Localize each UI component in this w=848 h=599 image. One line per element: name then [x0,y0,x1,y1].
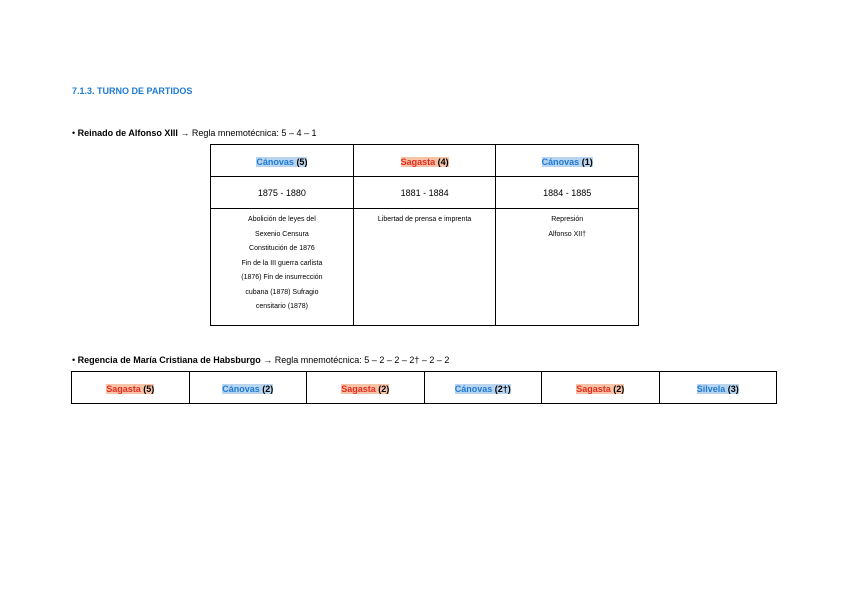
section2-rule: Regla mnemotécnica: 5 – 2 – 2 – 2† – 2 – 2 [274,355,450,365]
table-row [211,177,639,209]
party-label: Sagasta (5) [106,383,155,394]
header-cell [211,145,354,177]
party-cell [424,372,542,404]
table-row [72,372,777,404]
party-label: Sagasta (4) [400,156,449,167]
section1-heading [72,128,316,138]
bullet: • [72,355,76,365]
year-cell: 1875 - 1880 [211,177,354,209]
regencia-table [71,371,777,404]
party-cell [189,372,307,404]
section-title: 7.1.3. TURNO DE PARTIDOS [72,86,193,96]
year-cell: 1881 - 1884 [353,177,496,209]
header-cell [496,145,639,177]
party-label: Silvela (3) [696,383,739,394]
party-label: Cánovas (2†) [454,383,511,394]
party-label: Cánovas (5) [256,156,308,167]
table-row [211,209,639,326]
events-cell: Abolición de leyes del Sexenio Censura Constitución de 1876 Fin de la III guerra carlista (1876) Fin de insurrección cubana (1878) Sufragio censitario (1878) [211,209,354,326]
bullet: • [72,128,76,138]
section1-label: Reinado de Alfonso XIII [77,128,178,138]
arrow: → [180,128,190,138]
section2-heading [72,355,449,365]
party-label: Sagasta (2) [576,383,625,394]
header-cell [353,145,496,177]
party-cell [307,372,425,404]
events-cell: Represión Alfonso XII† [496,209,639,326]
party-label: Cánovas (2) [222,383,274,394]
section2-label: Regencia de María Cristiana de Habsburgo [77,355,261,365]
events-cell: Libertad de prensa e imprenta [353,209,496,326]
party-cell [542,372,660,404]
arrow: → [263,355,273,365]
party-label: Cánovas (1) [541,156,593,167]
alfonso-xiii-table [210,144,639,326]
section1-rule: Regla mnemotécnica: 5 – 4 – 1 [191,128,317,138]
year-cell: 1884 - 1885 [496,177,639,209]
party-label: Sagasta (2) [341,383,390,394]
table-header-row [211,145,639,177]
party-cell [659,372,776,404]
party-cell [72,372,190,404]
